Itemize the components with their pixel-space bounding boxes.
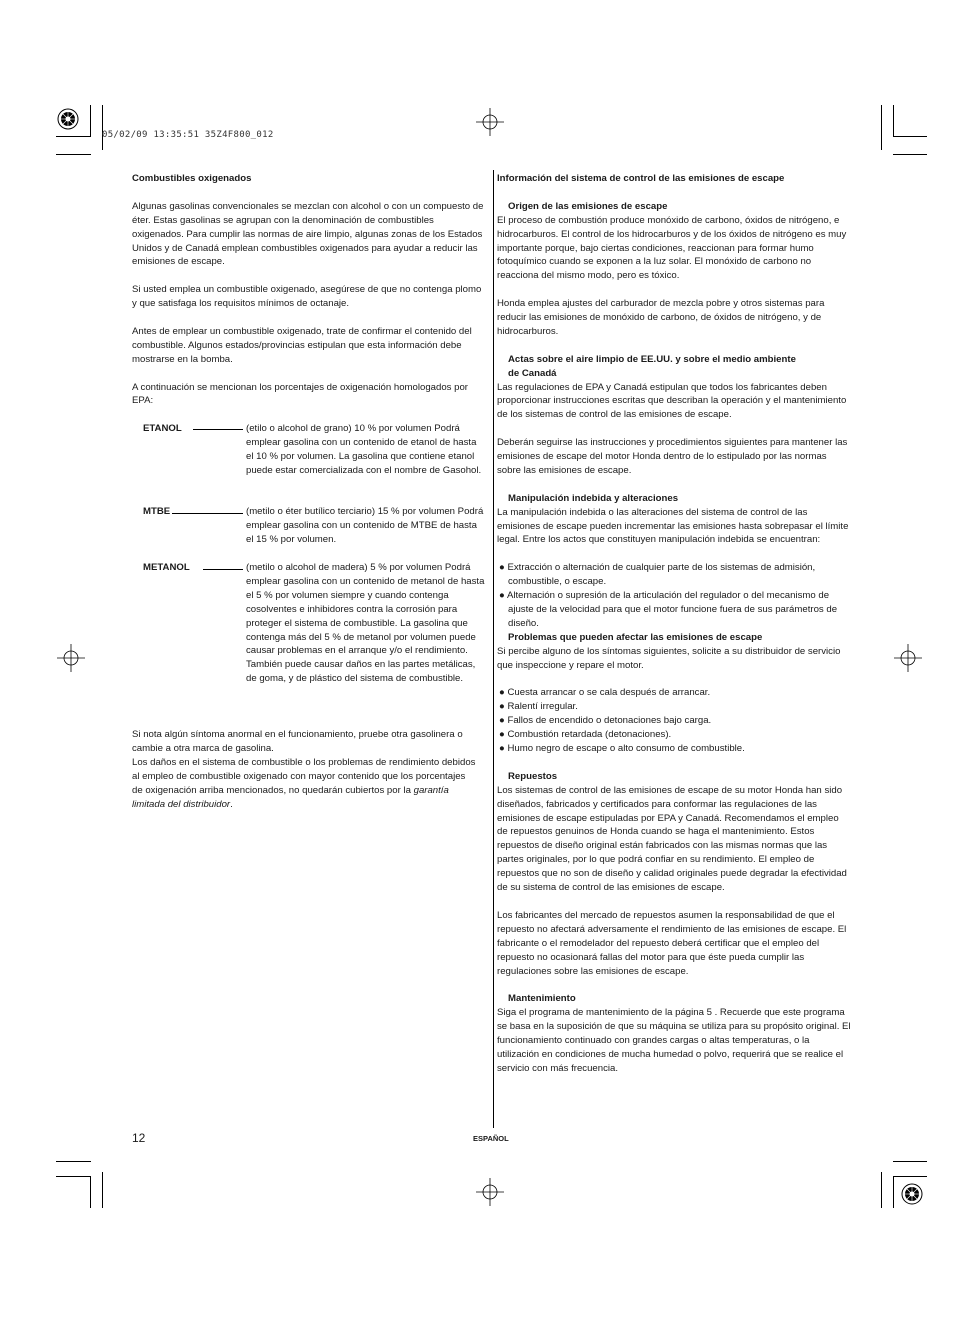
bullet-text: Combustión retardada (detonaciones). xyxy=(507,729,672,741)
paragraph: Si nota algún síntoma anormal en el funcionamiento, pruebe otra gasolinera o cambie a otra marca de gasolina. xyxy=(132,729,463,754)
crosshair-icon xyxy=(476,1178,504,1206)
bullet-item: ● Fallos de encendido o detonaciones bajo carga. xyxy=(499,715,712,727)
bullet-item: ● Combustión retardada (detonaciones). xyxy=(499,729,672,741)
paragraph-text: Los daños en el sistema de combustible o los problemas de rendimiento debidos al empleo de combustible oxigenado con mayor contenido que los porcentajes de oxigenación arriba mencionados, no quedarán cubiertos por la xyxy=(132,756,476,796)
section-heading: Información del sistema de control de las emisiones de escape xyxy=(497,173,785,184)
registration-target-icon xyxy=(902,1184,922,1204)
bullet-text: Ralentí irregular. xyxy=(507,701,578,713)
paragraph: Antes de emplear un combustible oxigenado, trate de confirmar el contenido del combustible. Algunos estados/provincias estipulan que esta información debe mostrarse en la bomba. xyxy=(132,325,472,365)
paragraph: El proceso de combustión produce monóxido de carbono, óxidos de nitrógeno, e hidrocarburos. El control de los hidrocarburos y de los óxidos de nitrógeno es muy importante porque, bajo ciertas condiciones, reaccionan para formar humo fotoquímico cuando se exponen a la luz solar. El monóxido de carbono no reacciona del mismo modo, pero es tóxico. xyxy=(497,214,847,282)
section-heading: Combustibles oxigenados xyxy=(132,173,252,184)
paragraph: Los fabricantes del mercado de repuestos asumen la responsabilidad de que el repuesto no afectará adversamente el rendimiento de las emisiones de escape. El fabricante o el remodelador del repuesto deberá certificar que el empleo del repuesto no ocasionará fallas del motor para que éste pueda cumplir las regulaciones sobre las emisiones de escape. xyxy=(497,909,847,977)
crosshair-icon xyxy=(894,644,922,672)
crosshair-icon xyxy=(57,644,85,672)
subsection-title: Manipulación indebida y alteraciones xyxy=(508,492,679,504)
paragraph: Las regulaciones de EPA y Canadá estipulan que todos los fabricantes deben proporcionar instrucciones escritas que describan la operación y el mantenimiento de los sistemas de control de las emisiones de escape. xyxy=(497,381,847,421)
footer-language: ESPAÑOL xyxy=(473,1134,509,1143)
registration-target-icon xyxy=(58,109,78,129)
fuel-description: (metilo o éter butílico terciario) 15 % por volumen Podrá emplear gasolina con un contenido de MTBE de hasta el 15 % por volumen. xyxy=(246,506,484,545)
leader-line xyxy=(193,429,243,430)
paragraph xyxy=(132,756,477,812)
fuel-name-etanol: ETANOL xyxy=(143,423,182,434)
bullet-text: Fallos de encendido o detonaciones bajo carga. xyxy=(507,715,712,727)
leader-line xyxy=(203,569,243,570)
bullet-text: Extracción o alternación de cualquier parte de los sistemas de admisión, combustible, o escape. xyxy=(507,562,816,588)
bullet-text: Humo negro de escape o alto consumo de combustible. xyxy=(507,743,745,755)
paragraph: Los sistemas de control de las emisiones de escape de su motor Honda han sido diseñados, fabricados y certificados para conformar las regulaciones de las emisiones de escape estipuladas por EPA y Canadá. Recomendamos el empleo de repuestos genuinos de Honda cuando se haga el mantenimiento. Estos repuestos de diseño original están fabricados con las mismas normas que las partes originales, por lo que podrá confiar en su rendimiento. El empleo de repuestos que no son de diseño y calidad originales puede degradar la efectividad de su sistema de control de las emisiones de escape. xyxy=(497,784,847,894)
subsection-title: Mantenimiento xyxy=(508,993,576,1005)
right-column xyxy=(497,172,851,1076)
left-column xyxy=(132,172,488,408)
bullet-item: ● Alternación o supresión de la articulación del regulador o del mecanismo de ajuste de la velocidad para que el motor funcione fuera de sus parámetros de diseño. xyxy=(499,590,838,629)
paragraph-end: . xyxy=(230,798,233,810)
subsection-title: Origen de las emisiones de escape xyxy=(508,200,668,212)
bullet-item: ● Humo negro de escape o alto consumo de combustible. xyxy=(499,743,745,755)
bullet-item: ● Ralentí irregular. xyxy=(499,701,578,713)
paragraph: La manipulación indebida o las alteraciones del sistema de control de las emisiones de escape pueden incrementar las emisiones hasta sobrepasar el límite legal. Entre los actos que constituyen manipulación indebida se encuentran: xyxy=(497,506,849,546)
paragraph: Si usted emplea un combustible oxigenado, asegúrese de que no contenga plomo y que satisfaga los requisitos mínimos de octanaje. xyxy=(132,284,482,310)
bullet-text: Cuesta arrancar o se cala después de arrancar. xyxy=(507,687,711,699)
paragraph: Siga el programa de mantenimiento de la página 5 . Recuerde que este programa se basa en la suposición de que su máquina se utiliza para su propósito original. El funcionamiento continuado con grandes cargas o altas temperaturas, o la utilización en condiciones de mucha humedad o polvo, requerirá que se realice el servicio con más frecuencia. xyxy=(497,1007,851,1074)
crosshair-icon xyxy=(476,108,504,136)
bullet-item: ● Extracción o alternación de cualquier parte de los sistemas de admisión, combustible, o escape. xyxy=(499,562,816,588)
fuel-name-metanol: METANOL xyxy=(143,562,190,573)
paragraph: Deberán seguirse las instrucciones y procedimientos siguientes para mantener las emisiones de escape del motor Honda dentro de lo estipulado por las normas sobre las emisiones de escape. xyxy=(497,437,848,476)
fuel-name-mtbe: MTBE xyxy=(143,506,171,517)
subsection-title: Problemas que pueden afectar las emisiones de escape xyxy=(508,631,763,643)
paragraph: Si percibe alguno de los síntomas siguientes, solicite a su distribuidor de servicio que inspeccione y repare el motor. xyxy=(497,645,841,671)
left-column-bottom xyxy=(132,728,477,811)
paragraph: Algunas gasolinas convencionales se mezclan con alcohol o con un compuesto de éter. Estas gasolinas se agrupan con la denominación de combustibles oxigenados. Para cumplir las normas de aire limpio, algunas zonas de los Estados Unidos y de Canadá emplean combustibles oxigenados para ayudar a reducir las emisiones de escape. xyxy=(132,200,484,268)
fuel-description: (metilo o alcohol de madera) 5 % por volumen Podrá emplear gasolina con un contenido de metanol de hasta el 5 % por volumen siempre y cuando contenga cosolventes e inhibidores contra la corrosión para proteger el sistema de combustible. La gasolina que contenga más del 5 % de metanol por volumen puede causar problemas en el arranque y/o el rendimiento. También puede causar daños en las partes metálicas, de goma, y de plástico del sistema de combustible. xyxy=(246,562,485,685)
paragraph: A continuación se mencionan los porcentajes de oxigenación homologados por EPA: xyxy=(132,381,469,407)
fuel-description: (etilo o alcohol de grano) 10 % por volumen Podrá emplear gasolina con un contenido de etanol de hasta el 10 % por volumen. La gasolina que contiene etanol puede estar comercializada con el nombre de Gasohol. xyxy=(246,423,482,476)
warranty-italic: garantía limitada del distribuidor xyxy=(132,784,449,810)
bullet-item: ● Cuesta arrancar o se cala después de arrancar. xyxy=(499,687,711,699)
subsection-title: Actas sobre el aire limpio de EE.UU. y sobre el medio ambiente de Canadá xyxy=(508,353,796,379)
subsection-title: Repuestos xyxy=(508,770,558,782)
leader-line xyxy=(172,513,243,514)
print-stamp: 05/02/09 13:35:51 35Z4F800_012 xyxy=(102,130,274,140)
column-divider xyxy=(493,170,494,1128)
bullet-text: Alternación o supresión de la articulación del regulador o del mecanismo de ajuste de la velocidad para que el motor funcione fuera de sus parámetros de diseño. xyxy=(506,590,838,629)
page-number: 12 xyxy=(132,1131,146,1145)
paragraph: Honda emplea ajustes del carburador de mezcla pobre y otros sistemas para reducir las emisiones de monóxido de carbono, de óxidos de nitrógeno, y de hidrocarburos. xyxy=(497,298,825,337)
